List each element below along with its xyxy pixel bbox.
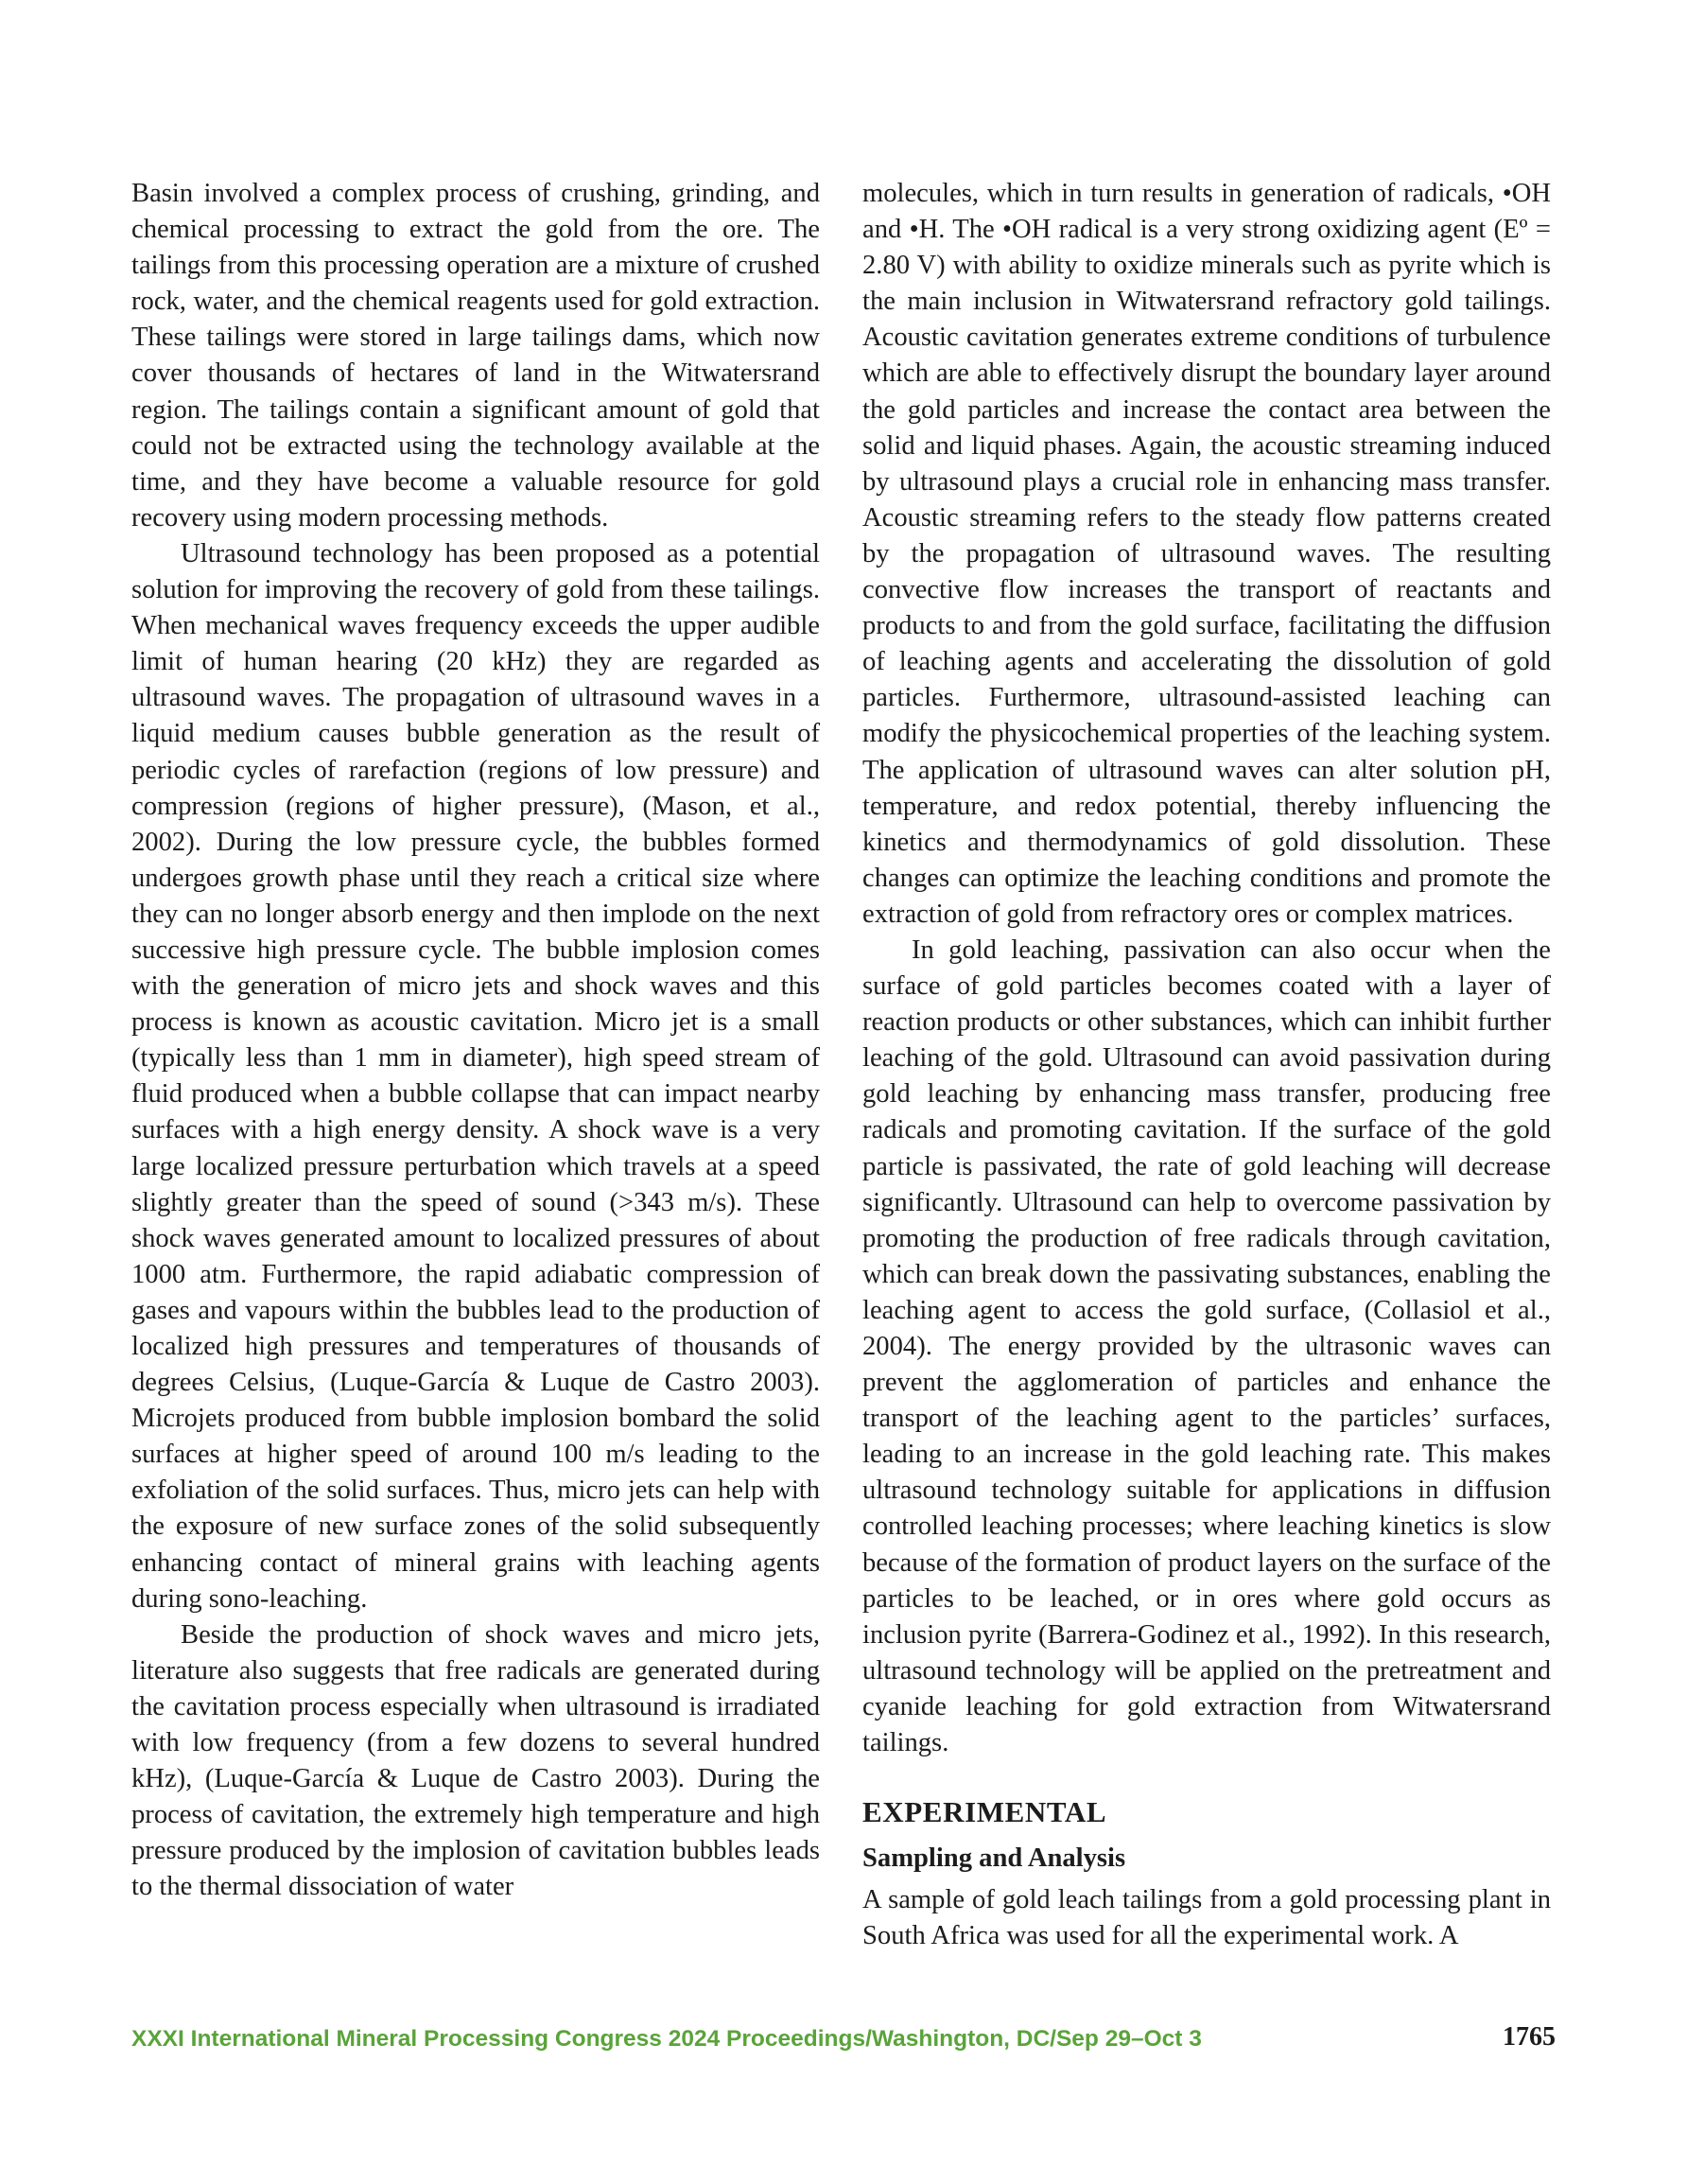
body-paragraph: A sample of gold leach tailings from a gold processing plant in South Africa was used for all the experimental work. A (862, 1885, 1551, 1951)
body-paragraph: Ultrasound technology has been proposed as a potential solution for improving the recovery of gold from these tailings. When mechanical waves frequency exceeds the upper audible limit of human hearing (20 kHz) they are regarded as ultrasound waves. The propagation of ultrasound waves in a liquid medium causes bubble generation as the result of periodic cycles of rarefaction (regions of low pressure) and compression (regions of higher pressure), (Mason, et al., 2002). During the low pressure cycle, the bubbles formed undergoes growth phase until they reach a critical size where they can no longer absorb energy and then implode on the next successive high pressure cycle. The bubble implosion comes with the generation of micro jets and shock waves and this process is known as acoustic cavitation. Micro jet is a small (typically less than 1 mm in diameter), high speed stream of fluid produced when a bubble collapse that can impact nearby surfaces with a high energy density. A shock wave is a very large localized pressure perturbation which travels at a speed slightly greater than the speed of sound (>343 m/s). These shock waves generated amount to localized pressures of about 1000 atm. Furthermore, the rapid adiabatic compression of gases and vapours within the bubbles lead to the production of localized high pressures and temperatures of thousands of degrees Celsius, (Luque-García & Luque de Castro 2003). Microjets produced from bubble implosion bombard the solid surfaces at higher speed of around 100 m/s leading to the exfoliation of the solid surfaces. Thus, micro jets can help with the exposure of new surface zones of the solid subsequently enhancing contact of mineral grains with leaching agents during sono-leaching. (131, 538, 820, 1614)
body-paragraph: Beside the production of shock waves and micro jets, literature also suggests that free radicals are generated during the cavitation process especially when ultrasound is irradiated with low frequency (from a few dozens to several hundred kHz), (Luque-García & Luque de Castro 2003). During the process of cavitation, the extremely high temperature and high pressure produced by the implosion of cavitation bubbles leads to the thermal dissociation of water (131, 1619, 820, 1902)
page-number: 1765 (1503, 2022, 1556, 2052)
footer-proceedings-title: XXXI International Mineral Processing Congress 2024 Proceedings/Washington, DC/Sep 29–Oct 3 (131, 2026, 1202, 2052)
section-heading: EXPERIMENTAL (862, 1795, 1107, 1829)
body-paragraph: molecules, which in turn results in generation of radicals, •OH and •H. The •OH radical is a very strong oxidizing agent (Eº = 2.80 V) with ability to oxidize minerals such as pyrite which is the main inclusion in Witwatersrand refractory gold tailings. Acoustic cavitation generates extreme conditions of turbulence which are able to effectively disrupt the boundary layer around the gold particles and increase the contact area between the solid and liquid phases. Again, the acoustic streaming induced by ultrasound plays a crucial role in enhancing mass transfer. Acoustic streaming refers to the steady flow patterns created by the propagation of ultrasound waves. The resulting convective flow increases the transport of reactants and products to and from the gold surface, facilitating the diffusion of leaching agents and accelerating the dissolution of gold particles. Furthermore, ultrasound-assisted leaching can modify the physicochemical properties of the leaching system. The application of ultrasound waves can alter solution pH, temperature, and redox potential, thereby influencing the kinetics and thermodynamics of gold dissolution. These changes can optimize the leaching conditions and promote the extraction of gold from refractory ores or complex matrices. (862, 179, 1551, 929)
body-paragraph: In gold leaching, passivation can also occur when the surface of gold particles becomes coated with a layer of reaction products or other substances, which can inhibit further leaching of the gold. Ultrasound can avoid passivation during gold leaching by enhancing mass transfer, producing free radicals and promoting cavitation. If the surface of the gold particle is passivated, the rate of gold leaching will decrease significantly. Ultrasound can help to overcome passivation by promoting the production of free radicals through cavitation, which can break down the passivating substances, enabling the leaching agent to access the gold surface, (Collasiol et al., 2004). The energy provided by the ultrasonic waves can prevent the agglomeration of particles and enhance the transport of the leaching agent to the particles’ surfaces, leading to an increase in the gold leaching rate. This makes ultrasound technology suitable for applications in diffusion controlled leaching processes; where leaching kinetics is slow because of the formation of product layers on the surface of the particles to be leached, or in ores where gold occurs as inclusion pyrite (Barrera-Godinez et al., 1992). In this research, ultrasound technology will be applied on the pretreatment and cyanide leaching for gold extraction from Witwatersrand tailings. (862, 935, 1551, 1758)
right-column (862, 176, 1551, 1954)
body-paragraph: Basin involved a complex process of crushing, grinding, and chemical processing to extract the gold from the ore. The tailings from this processing operation are a mixture of crushed rock, water, and the chemical reagents used for gold extraction. These tailings were stored in large tailings dams, which now cover thousands of hectares of land in the Witwatersrand region. The tailings contain a significant amount of gold that could not be extracted using the technology available at the time, and they have become a valuable resource for gold recovery using modern processing methods. (131, 179, 820, 533)
left-column (131, 176, 820, 1906)
subsection-heading: Sampling and Analysis (862, 1843, 1126, 1874)
